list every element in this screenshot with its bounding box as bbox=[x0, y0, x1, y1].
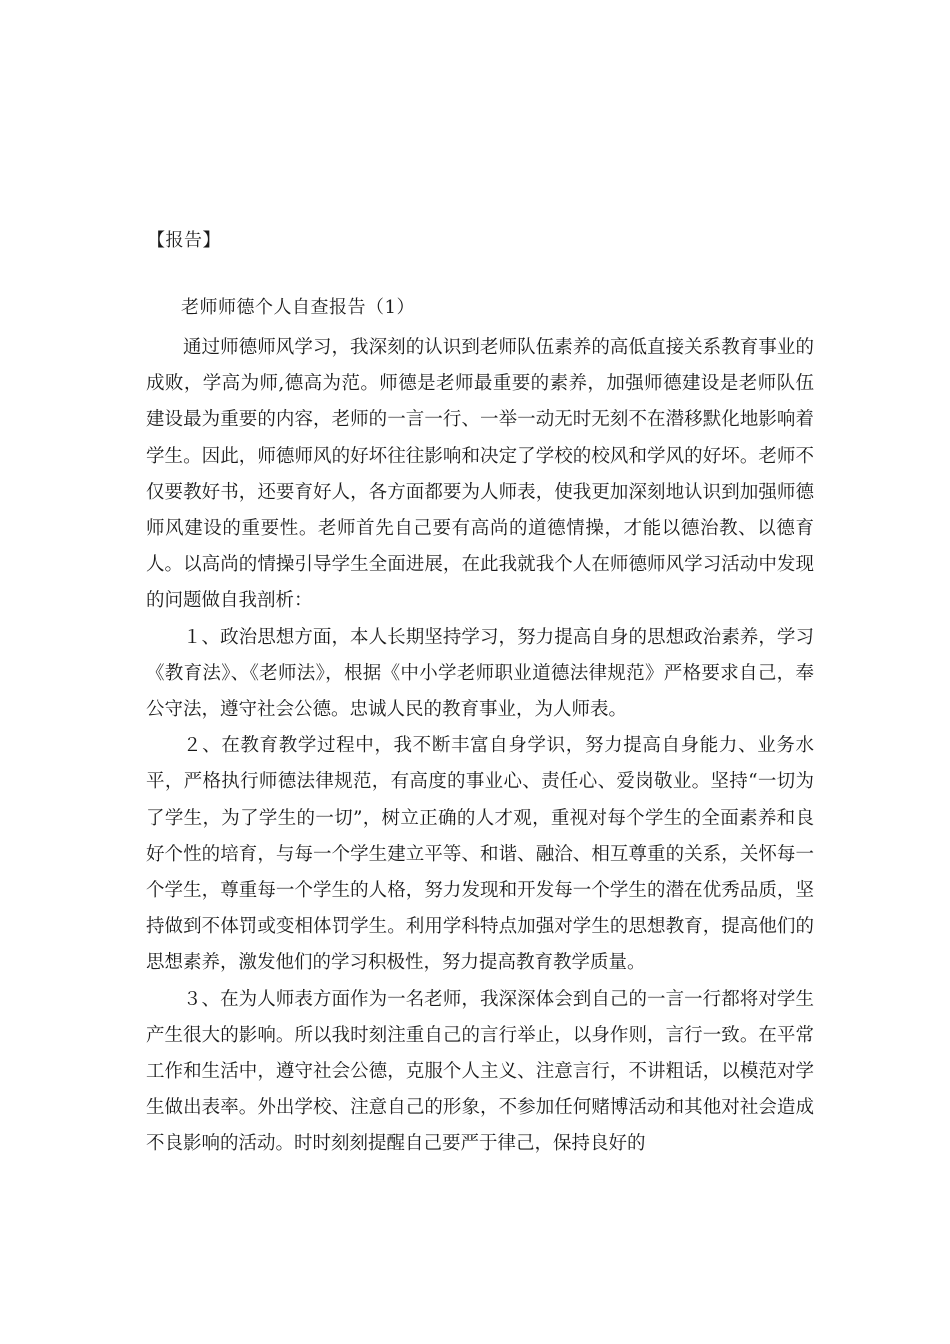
paragraph-role-model: ３、在为人师表方面作为一名老师，我深深体会到自己的一言一行都将对学生产生很大的影响。所以我时刻注重自己的言行举止，以身作则，言行一致。在平常工作和生活中，遵守社会公德，克服个人主义、注意言行，不讲粗话，以模范对学生做出表率。外出学校、注意自己的形象，不参加任何赌博活动和其他对社会造成不良影响的活动。时时刻刻提醒自己要严于律己，保持良好的 bbox=[146, 988, 814, 1155]
paragraph-political: １、政治思想方面，本人长期坚持学习，努力提高自身的思想政治素养，学习《教育法》、《老师法》，根据《中小学老师职业道德法律规范》严格要求自己，奉公守法，遵守社会公德。忠诚人民的教育事业，为人师表。 bbox=[146, 626, 814, 721]
report-body bbox=[146, 330, 814, 1163]
report-subtitle: 老师师德个人自查报告（1） bbox=[181, 297, 415, 318]
paragraph-teaching: ２、在教育教学过程中，我不断丰富自身学识，努力提高自身能力、业务水平，严格执行师德法律规范，有高度的事业心、责任心、爱岗敬业。坚持“一切为了学生，为了学生的一切”，树立正确的人才观，重视对每个学生的全面素养和良好个性的培育，与每一个学生建立平等、和谐、融洽、相互尊重的关系，关怀每一个学生，尊重每一个学生的人格，努力发现和开发每一个学生的潜在优秀品质，坚持做到不体罚或变相体罚学生。利用学科特点加强对学生的思想教育，提高他们的思想素养，激发他们的学习积极性，努力提高教育教学质量。 bbox=[146, 735, 814, 974]
paragraph-intro: 通过师德师风学习，我深刻的认识到老师队伍素养的高低直接关系教育事业的成败，学高为师,德高为范。师德是老师最重要的素养，加强师德建设是老师队伍建设最为重要的内容，老师的一言一行、一举一动无时无刻不在潜移默化地影响着学生。因此，师德师风的好坏往往影响和决定了学校的校风和学风的好坏。老师不仅要教好书，还要育好人，各方面都要为人师表，使我更加深刻地认识到加强师德师风建设的重要性。老师首先自己要有高尚的道德情操，才能以德治教、以德育人。以高尚的情操引导学生全面进展，在此我就我个人在师德师风学习活动中发现的问题做自我剖析： bbox=[146, 337, 814, 612]
report-tag: 【报告】 bbox=[147, 230, 221, 251]
